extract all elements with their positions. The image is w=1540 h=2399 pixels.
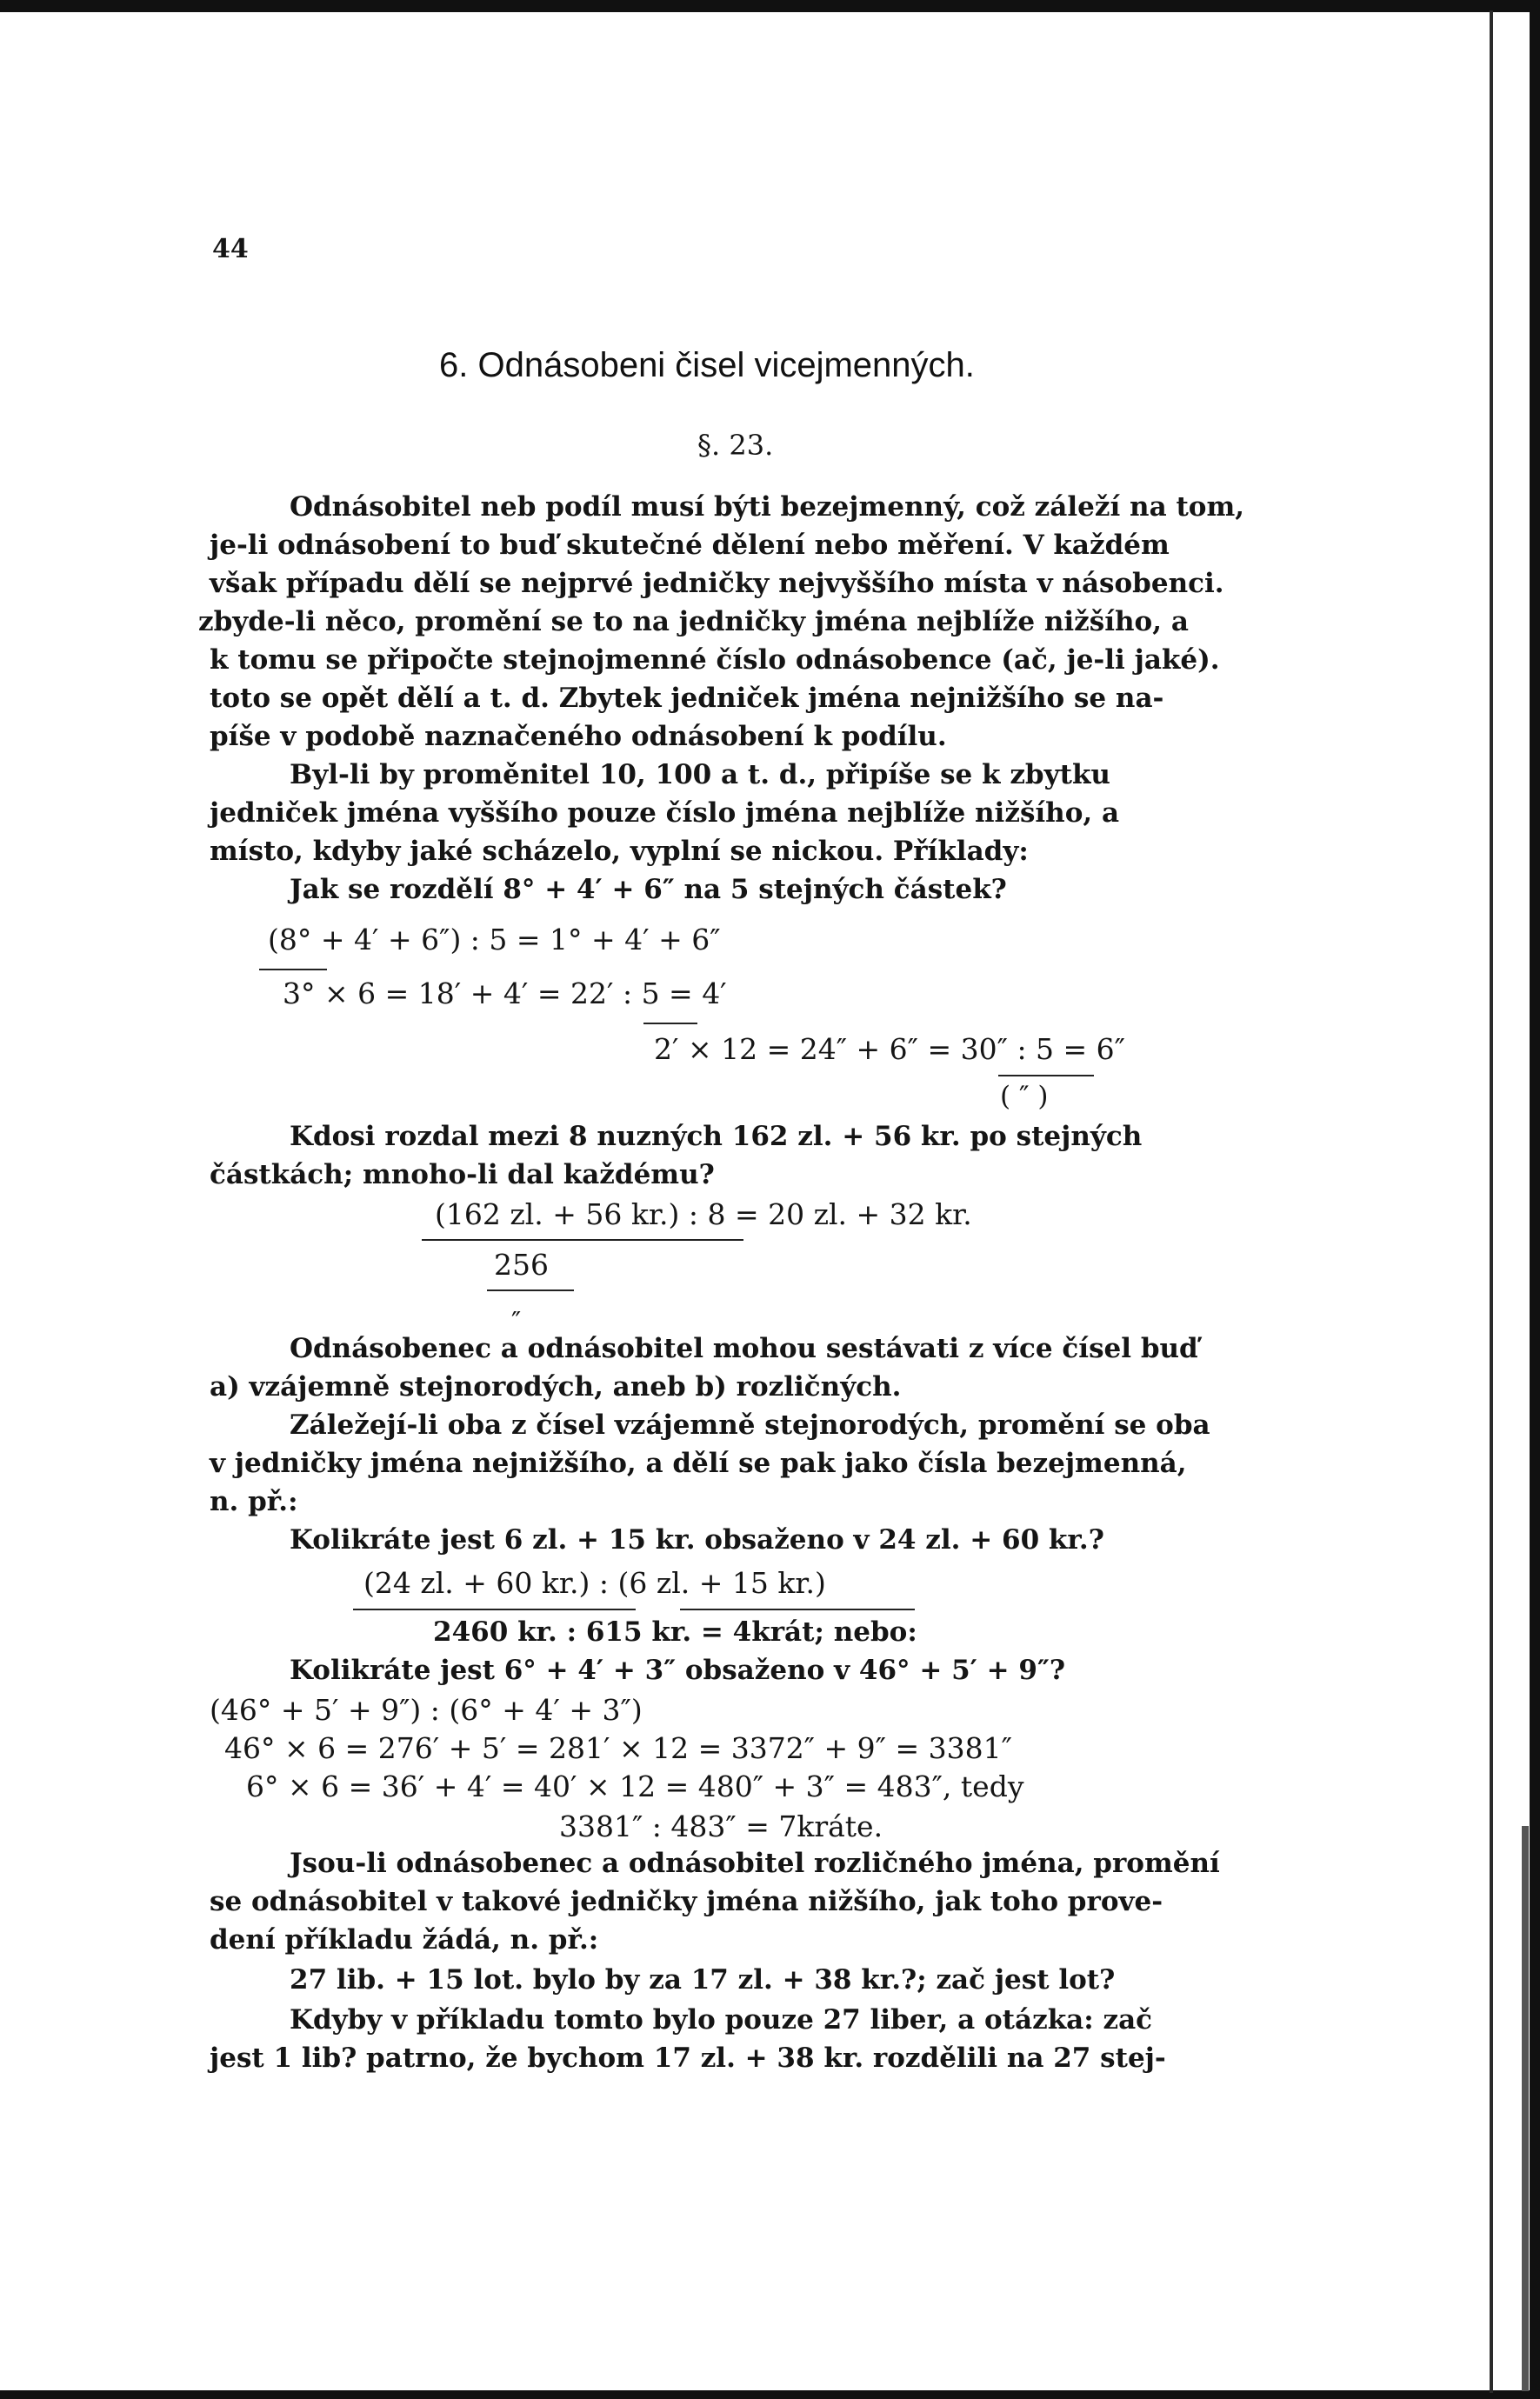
- underline: [643, 1023, 697, 1024]
- text-line: n. př.:: [210, 1486, 298, 1517]
- text-line: jedniček jména vyššího pouze číslo jména nejblíže nižšího, a: [210, 797, 1120, 829]
- math-line: ″: [511, 1307, 522, 1337]
- underline: [422, 1239, 743, 1241]
- text-line: Jak se rozdělí 8° + 4′ + 6″ na 5 stejných částek?: [290, 874, 1007, 905]
- text-line: Kdosi rozdal mezi 8 nuzných 162 zl. + 56 kr. po stejných: [290, 1121, 1143, 1152]
- math-line: (8° + 4′ + 6″) : 5 = 1° + 4′ + 6″: [268, 923, 721, 956]
- text-line: Záležejí-li oba z čísel vzájemně stejnorodých, promění se oba: [290, 1409, 1210, 1441]
- text-line: v jedničky jména nejnižšího, a dělí se pak jako čísla bezejmenná,: [210, 1448, 1187, 1479]
- math-line: ( ″ ): [1000, 1081, 1049, 1112]
- text-line: 27 lib. + 15 lot. bylo by za 17 zl. + 38 kr.?; zač jest lot?: [290, 1964, 1116, 1996]
- math-line: 46° × 6 = 276′ + 5′ = 281′ × 12 = 3372″ + 9″ = 3381″: [224, 1731, 1012, 1765]
- text-line: k tomu se připočte stejnojmenné číslo odnásobence (ač, je-li jaké).: [210, 644, 1220, 676]
- text-line: jest 1 lib? patrno, že bychom 17 zl. + 38 kr. rozdělili na 27 stej-: [210, 2042, 1166, 2074]
- chapter-title: 6. Odnásobeni čisel vicejmenných.: [439, 346, 975, 384]
- text-line: Kolikráte jest 6 zl. + 15 kr. obsaženo v 24 zl. + 60 kr.?: [290, 1524, 1104, 1556]
- text-line: Kdyby v příkladu tomto bylo pouze 27 liber, a otázka: zač: [290, 2004, 1153, 2036]
- underline: [259, 969, 327, 970]
- text-line: a) vzájemně stejnorodých, aneb b) rozličných.: [210, 1371, 902, 1403]
- page-number: 44: [212, 234, 249, 264]
- math-line: 2′ × 12 = 24″ + 6″ = 30″ : 5 = 6″: [654, 1032, 1126, 1066]
- text-line: 2460 kr. : 615 kr. = 4krát; nebo:: [433, 1616, 917, 1648]
- underline: [487, 1289, 574, 1291]
- text-line: píše v podobě naznačeného odnásobení k podílu.: [210, 721, 947, 752]
- section-mark: §. 23.: [697, 429, 774, 462]
- text-line: dení příkladu žádá, n. př.:: [210, 1924, 599, 1956]
- math-line: (46° + 5′ + 9″) : (6° + 4′ + 3″): [210, 1693, 643, 1727]
- underline: [680, 1609, 915, 1610]
- text-line: Jsou-li odnásobenec a odnásobitel rozličného jména, promění: [290, 1848, 1220, 1879]
- underline: [998, 1075, 1094, 1076]
- text-line: částkách; mnoho-li dal každému?: [210, 1159, 715, 1190]
- text-line: Odnásobitel neb podíl musí býti bezejmenný, což záleží na tom,: [290, 491, 1245, 523]
- text-line: místo, kdyby jaké scházelo, vyplní se nickou. Příklady:: [210, 836, 1029, 867]
- math-line: 6° × 6 = 36′ + 4′ = 40′ × 12 = 480″ + 3″ = 483″, tedy: [246, 1769, 1024, 1803]
- math-line: (24 zl. + 60 kr.) : (6 zl. + 15 kr.): [363, 1566, 826, 1600]
- math-line: (162 zl. + 56 kr.) : 8 = 20 zl. + 32 kr.: [435, 1197, 972, 1231]
- text-line: zbyde-li něco, promění se to na jedničky jména nejblíže nižšího, a: [198, 606, 1189, 637]
- text-line: se odnásobitel v takové jedničky jména nižšího, jak toho prove-: [210, 1886, 1163, 1917]
- text-line: však případu dělí se nejprvé jedničky nejvyššího místa v násobenci.: [210, 568, 1224, 599]
- text-line: je-li odnásobení to buď skutečné dělení nebo měření. V každém: [210, 530, 1170, 561]
- math-line: 256: [494, 1248, 549, 1282]
- text-line: Kolikráte jest 6° + 4′ + 3″ obsaženo v 46° + 5′ + 9″?: [290, 1655, 1065, 1686]
- underline: [353, 1609, 636, 1610]
- text-line: Byl-li by proměnitel 10, 100 a t. d., připíše se k zbytku: [290, 759, 1110, 790]
- text-line: toto se opět dělí a t. d. Zbytek jedniček jména nejnižšího se na-: [210, 683, 1164, 714]
- math-line: 3381″ : 483″ = 7kráte.: [559, 1809, 883, 1843]
- text-line: Odnásobenec a odnásobitel mohou sestávati z více čísel buď: [290, 1333, 1198, 1364]
- math-line: 3° × 6 = 18′ + 4′ = 22′ : 5 = 4′: [283, 976, 727, 1010]
